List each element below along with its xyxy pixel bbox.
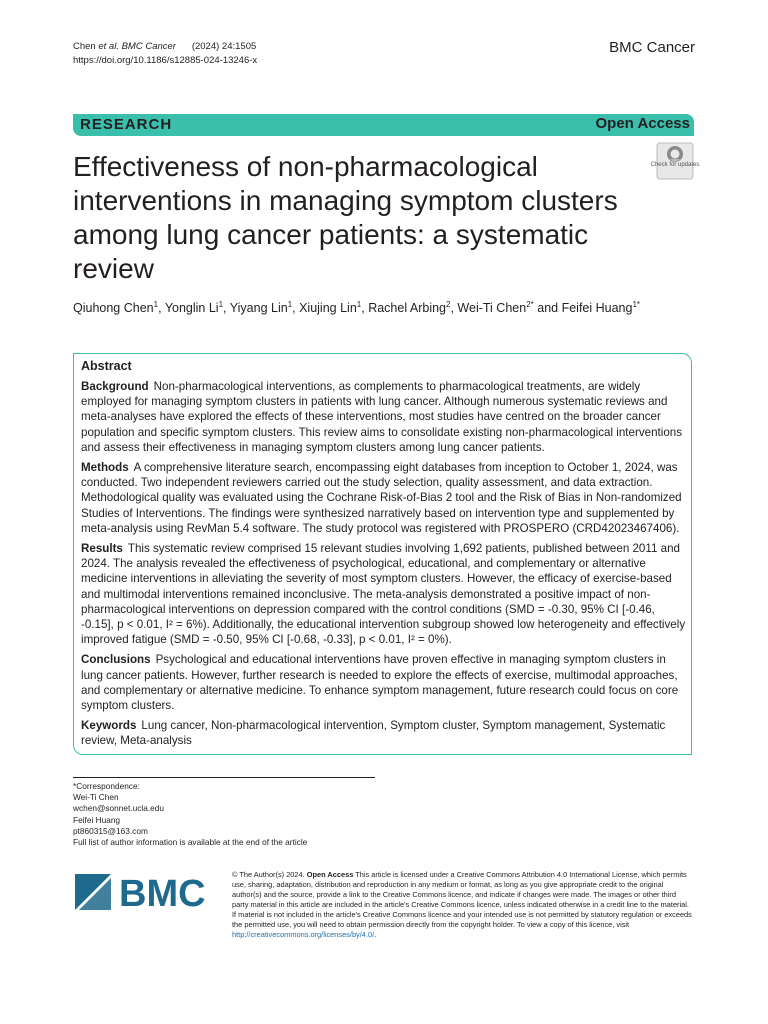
author: Qiuhong Chen$^1$ [73,300,159,316]
check-for-updates-icon[interactable] [656,142,694,180]
author: Feifei Huang$^{1*}$ [561,300,641,316]
abstract-conclusions: Conclusions Psychological and educational interventions have proven effective in managing symptom clusters in lung cancer patients. However, further research is needed to explore the effects of exercise, multimodal approaches, and complementary or alternative medicine. To enhance symptom management, future research could focus on core symptom clusters. [81,653,679,713]
svg-text:BMC: BMC [119,873,206,912]
author: Rachel Arbing$^2$ [368,300,451,316]
abstract-results: Results This systematic review comprised 15 relevant studies involving 1,692 patients, published between 2011 and 2024. The analysis revealed the effectiveness of psychological, educational, and complementary or alternative medicine interventions in alleviating the severity of most symptom clusters. However, the efficacy of exercise-based and multimodal interventions remained inconclusive. The meta-analysis demonstrated a positive impact of non-pharmacological interventions on depression compared with the control conditions (SMD = -0.30, 95% CI [-0.46, -0.15], p < 0.01, I² = 6%). Additionally, the educational intervention subgroup showed low heterogeneity and effectively improved fatigue (SMD = -0.50, 95% CI [-0.68, -0.33], p < 0.01, I² = 0%). [81,542,686,647]
author: Yonglin Li$^1$ [164,300,224,316]
author: Yiyang Lin$^1$ [229,300,293,316]
license-statement: © The Author(s) 2024. Open Access This article is licensed under a Creative Commons Attribution 4.0 International License, which permits use, sharing, adaptation, distribution and reproduction in any medium or format, as long as you give appropriate credit to the original author(s) and the source, provide a link to the Creative Commons licence, and indicate if changes were made. The images or other third party material in this article are included in the article's Creative Commons licence, unless indicated otherwise in a credit line to the material. If material is not included in the article's Creative Commons licence and your intended use is not permitted by statutory regulation or exceeds the permitted use, you will need to obtain permission directly from the copyright holder. To view a copy of this licence, visit http://creativecommons.org/licenses/by/4.0/. [232,870,692,939]
doi-link[interactable]: https://doi.org/10.1186/s12885-024-13246-x [73,55,258,66]
abstract [81,358,687,754]
citation-year: (2024) 24:1505 [191,41,257,52]
author-list: Qiuhong Chen$^1$, Yonglin Li$^1$, Yiyang Lin$^1$, Xiujing Lin$^1$, Rachel Arbing$^2$, Wei-Ti Chen$^{2*}$ and Feifei Huang$^{1*}$ [73,300,641,316]
abstract-keywords: Keywords Lung cancer, Non-pharmacological intervention, Symptom cluster, Symptom management, Systematic review, Meta-analysis [81,719,666,748]
email-link[interactable]: pt860315@163.com [73,825,148,836]
abstract-heading: Abstract [81,359,132,373]
check-for-updates-caption: Check for updates [650,162,700,168]
email-link[interactable]: wchen@sonnet.ucla.edu [73,803,164,814]
citation-block [73,40,257,68]
open-access-label: Open Access [595,115,690,132]
abstract-methods: Methods A comprehensive literature search, encompassing eight databases from inception to October 1, 2024, was conducted. Two independent reviewers carried out the study selection, quality assessment, and data extraction. Methodological quality was evaluated using the Cochrane Risk-of-Bias 2 tool and the Risk of Bias in Non-randomized Studies of Interventions. The findings were synthesized narratively based on intervention type and supplemented by meta-analysis using RevMan 5.4 software. The study protocol was registered with PROSPERO (CRD42023467406). [81,461,682,535]
citation-author: Chen [73,41,99,52]
article-title: Effectiveness of non-pharmacological interventions in managing symptom clusters among lung cancer patients: a systematic review [73,151,618,284]
abstract-background: Background Non-pharmacological interventions, as complements to pharmacological treatments, are widely employed for managing symptom clusters in patients with lung cancer. Although numerous systematic reviews and meta-analyses have explored the effects of these interventions, most studies have centred on the broader cancer population and specific symptom clusters. This review aims to consolidate existing non-pharmacological interventions and assess their effectiveness in managing symptom clusters among lung cancer patients. [81,380,683,454]
author: Xiujing Lin$^1$ [299,300,362,316]
citation-line [73,40,257,54]
journal-name: BMC Cancer [609,39,695,56]
license-link[interactable]: http://creativecommons.org/licenses/by/4.0/ [232,930,375,939]
author: Wei-Ti Chen$^{2*}$ [457,300,534,316]
citation-journal: et al. BMC Cancer [98,41,176,52]
bmc-logo [73,872,218,912]
correspondence-footnote: *Correspondence: Wei-Ti Chen wchen@sonnet.ucla.edu Feifei Huang pt860315@163.com Full list of author information is available at the end of the article [73,781,308,848]
article-type-label: RESEARCH [80,116,173,133]
footnote-divider [73,777,375,778]
